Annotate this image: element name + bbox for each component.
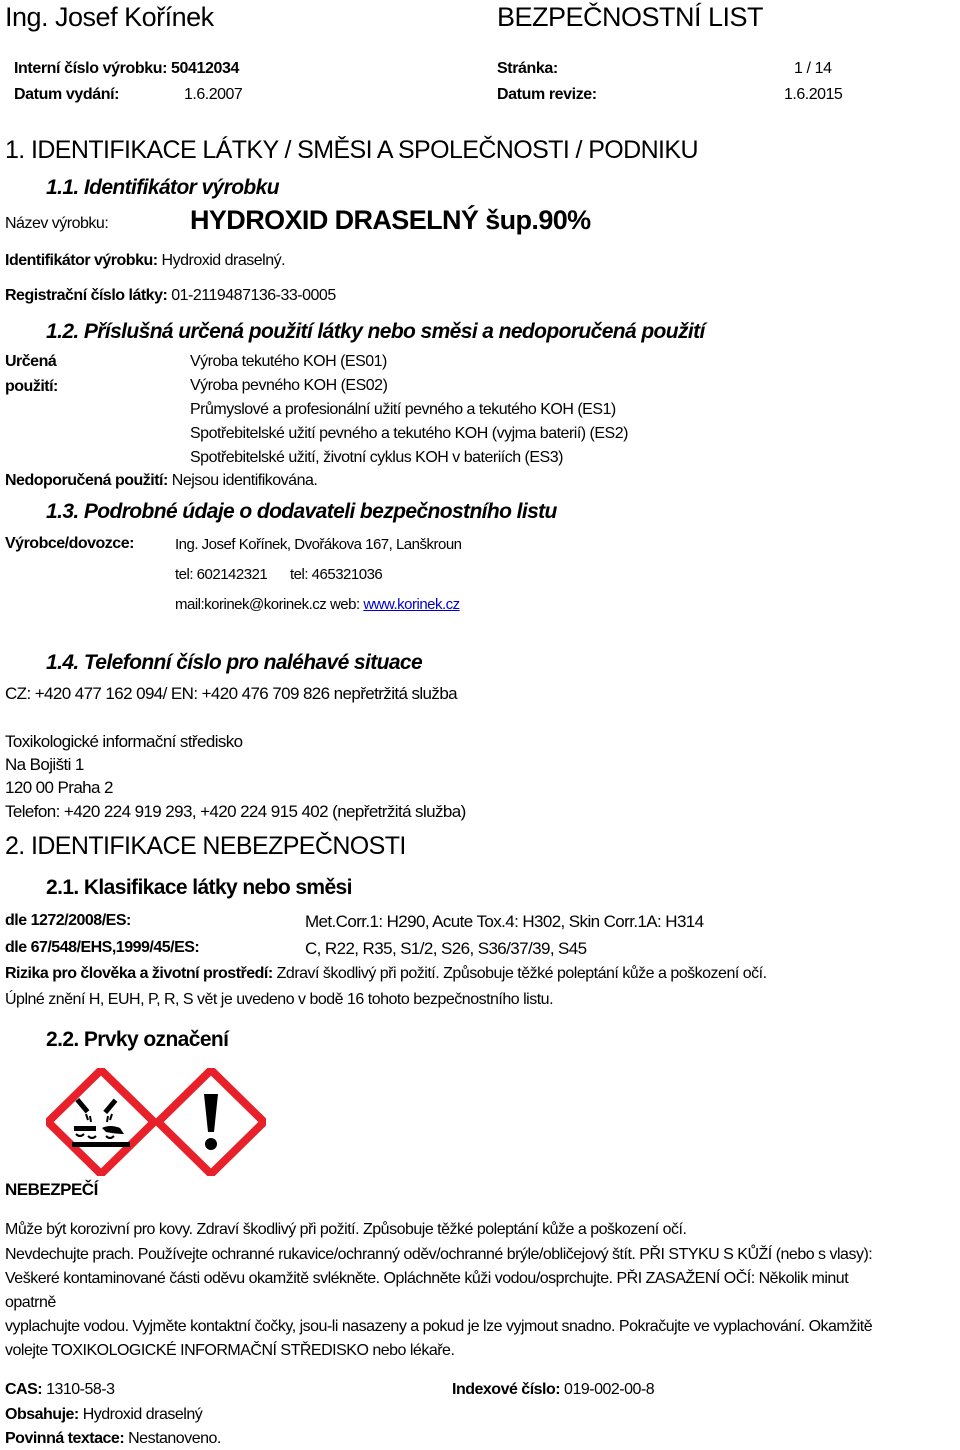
identifier-value: Hydroxid draselný. bbox=[161, 252, 286, 269]
registration-value: 01-2119487136-33-0005 bbox=[171, 287, 336, 304]
not-recommended-row bbox=[5, 472, 317, 490]
section-1-3-title: 1.3. Podrobné údaje o dodavateli bezpečnostního listu bbox=[46, 500, 557, 523]
page-number: 1 / 14 bbox=[794, 60, 832, 77]
revision-date-label: Datum revize: bbox=[497, 86, 597, 103]
page-label: Stránka: bbox=[497, 60, 558, 77]
intended-use-label-2: použití: bbox=[5, 378, 58, 395]
index-row bbox=[452, 1381, 654, 1399]
use-item: Výroba tekutého KOH (ES01) bbox=[190, 353, 387, 370]
phone-2: tel: 465321036 bbox=[290, 566, 383, 583]
tox-center-line: Telefon: +420 224 919 293, +420 224 915 402 (nepřetržitá služba) bbox=[5, 802, 466, 821]
not-recommended-value: Nejsou identifikována. bbox=[171, 472, 318, 489]
exclamation-pictogram bbox=[156, 1068, 266, 1176]
risk-row bbox=[5, 965, 767, 983]
precaution-line: volejte TOXIKOLOGICKÉ INFORMAČNÍ STŘEDISKO nebo lékaře. bbox=[5, 1342, 455, 1359]
registration-label: Registrační číslo látky: bbox=[5, 287, 168, 304]
mandatory-value: Nestanoveno. bbox=[128, 1430, 221, 1447]
section-1-title: 1. IDENTIFIKACE LÁTKY / SMĚSI A SPOLEČNOSTI / PODNIKU bbox=[5, 136, 698, 164]
precaution-line: Veškeré kontaminované části oděvu okamžitě svlékněte. Opláchněte kůži vodou/osprchujte. PŘI ZASAŽENÍ OČÍ: Několik minut bbox=[5, 1270, 849, 1287]
not-recommended-label: Nedoporučená použití: bbox=[5, 472, 168, 489]
section-2-1-title: 2.1. Klasifikace látky nebo směsi bbox=[46, 876, 352, 899]
phone-1: tel: 602142321 bbox=[175, 566, 268, 583]
section-2-title: 2. IDENTIFIKACE NEBEZPEČNOSTI bbox=[5, 832, 406, 860]
mandatory-label: Povinná textace: bbox=[5, 1430, 125, 1447]
supplier-label: Výrobce/dovozce: bbox=[5, 535, 134, 552]
regulation-1-value: Met.Corr.1: H290, Acute Tox.4: H302, Skin Corr.1A: H314 bbox=[305, 912, 704, 931]
mandatory-text-row bbox=[5, 1430, 221, 1448]
signal-word: NEBEZPEČÍ bbox=[5, 1180, 98, 1199]
precaution-line: vyplachujte vodou. Vyjměte kontaktní čočky, jsou-li nasazeny a pokud je lze vyjmout snadno. Pokračujte ve vyplachování. Okamžitě bbox=[5, 1318, 873, 1335]
hazard-statement: Může být korozivní pro kovy. Zdraví škodlivý při požití. Způsobuje těžké poleptání kůže a poškození očí. bbox=[5, 1221, 687, 1238]
product-name: HYDROXID DRASELNÝ šup.90% bbox=[190, 205, 591, 235]
product-number: Interní číslo výrobku: 50412034 bbox=[14, 60, 240, 77]
document-title: BEZPEČNOSTNÍ LIST bbox=[497, 2, 764, 32]
issue-date-label: Datum vydání: bbox=[14, 86, 120, 103]
contains-value: Hydroxid draselný bbox=[82, 1406, 203, 1423]
section-2-2-title: 2.2. Prvky označení bbox=[46, 1028, 229, 1051]
contains-label: Obsahuje: bbox=[5, 1406, 79, 1423]
use-item: Spotřebitelské užití, životní cyklus KOH v bateriích (ES3) bbox=[190, 449, 563, 466]
risk-label: Rizika pro člověka a životní prostředí: bbox=[5, 965, 273, 982]
intended-use-label-1: Určená bbox=[5, 353, 57, 370]
index-value: 019-002-00-8 bbox=[564, 1381, 655, 1398]
identifier-row bbox=[5, 252, 285, 270]
tox-center-line: 120 00 Praha 2 bbox=[5, 778, 113, 797]
section-1-4-title: 1.4. Telefonní číslo pro naléhavé situace bbox=[46, 651, 423, 674]
regulation-2-label: dle 67/548/EHS,1999/45/ES: bbox=[5, 939, 200, 956]
use-item: Spotřebitelské užití pevného a tekutého KOH (vyjma baterií) (ES2) bbox=[190, 425, 628, 442]
supplier-value: Ing. Josef Kořínek, Dvořákova 167, Lanškroun bbox=[175, 536, 462, 553]
identifier-label: Identifikátor výrobku: bbox=[5, 252, 158, 269]
index-label: Indexové číslo: bbox=[452, 1381, 561, 1398]
corrosion-pictogram bbox=[46, 1068, 156, 1176]
cas-value: 1310-58-3 bbox=[46, 1381, 115, 1398]
website-link[interactable]: www.korinek.cz bbox=[363, 596, 460, 613]
registration-row bbox=[5, 287, 336, 305]
risk-value: Zdraví škodlivý při požití. Způsobuje těžké poleptání kůže a poškození očí. bbox=[276, 965, 767, 982]
full-text-note: Úplné znění H, EUH, P, R, S vět je uvedeno v bodě 16 tohoto bezpečnostního listu. bbox=[5, 991, 554, 1008]
precaution-line: opatrně bbox=[5, 1294, 56, 1311]
issue-date: 1.6.2007 bbox=[184, 86, 243, 103]
tox-center-line: Toxikologické informační středisko bbox=[5, 732, 243, 751]
contains-row bbox=[5, 1406, 202, 1424]
section-1-2-title: 1.2. Příslušná určená použití látky nebo směsi a nedoporučená použití bbox=[46, 320, 705, 343]
emergency-line: CZ: +420 477 162 094/ EN: +420 476 709 826 nepřetržitá služba bbox=[5, 684, 458, 703]
cas-row bbox=[5, 1381, 115, 1399]
regulation-2-value: C, R22, R35, S1/2, S26, S36/37/39, S45 bbox=[305, 939, 587, 958]
section-1-1-title: 1.1. Identifikátor výrobku bbox=[46, 176, 279, 199]
company-name: Ing. Josef Kořínek bbox=[5, 2, 214, 32]
use-item: Výroba pevného KOH (ES02) bbox=[190, 377, 388, 394]
tox-center-line: Na Bojišti 1 bbox=[5, 755, 84, 774]
precaution-line: Nevdechujte prach. Používejte ochranné rukavice/ochranný oděv/ochranné brýle/obličejový štít. PŘI STYKU S KŮŽÍ (nebo s vlasy): bbox=[5, 1246, 873, 1263]
cas-label: CAS: bbox=[5, 1381, 43, 1398]
mail-text: mail:korinek@korinek.cz web: bbox=[175, 596, 360, 613]
use-item: Průmyslové a profesionální užití pevného a tekutého KOH (ES1) bbox=[190, 401, 616, 418]
regulation-1-label: dle 1272/2008/ES: bbox=[5, 912, 131, 929]
contact-row bbox=[175, 596, 460, 613]
product-name-label: Název výrobku: bbox=[5, 215, 109, 232]
revision-date: 1.6.2015 bbox=[784, 86, 843, 103]
